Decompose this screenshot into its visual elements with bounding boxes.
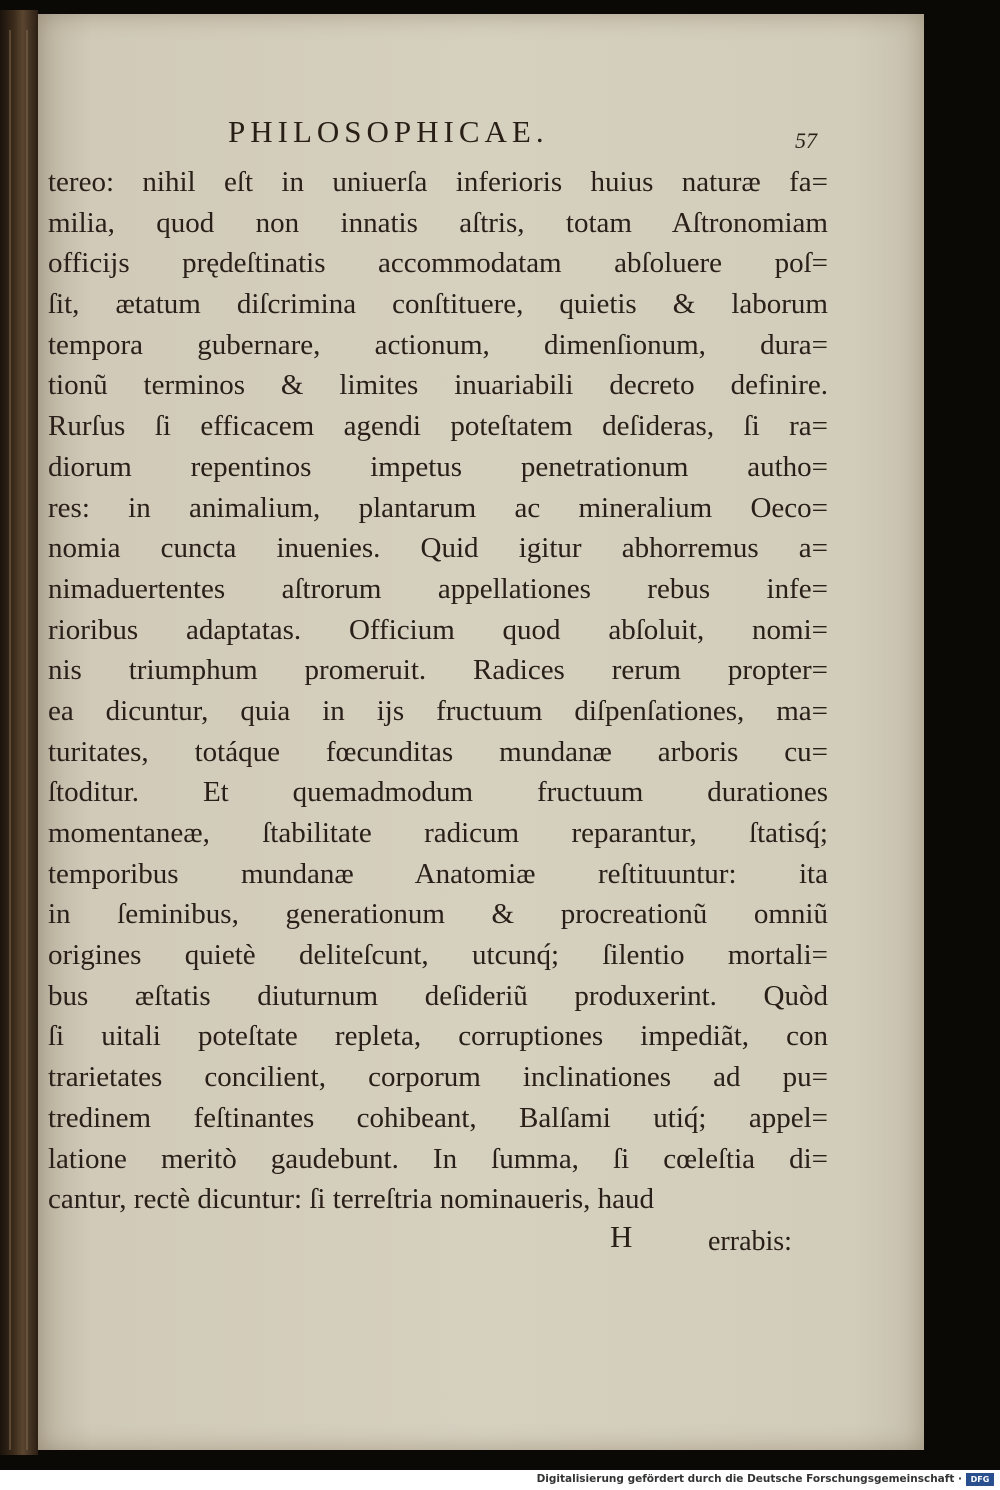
text-line: temporibus mundanæ Anatomiæ reſtituuntur: ita <box>48 857 828 890</box>
text-line: nimaduertentes aſtrorum appellationes rebus infe= <box>48 572 828 605</box>
text-line: milia, quod non innatis aſtris, totam Aſtronomiam <box>48 206 828 239</box>
text-line: tionũ terminos & limites inuariabili decreto definire. <box>48 369 828 402</box>
book-spine-edge <box>0 10 38 1455</box>
footer-bar <box>0 1470 1000 1490</box>
text-line: ſtoditur. Et quemadmodum fructuum durationes <box>48 776 828 809</box>
text-line: bus æſtatis diuturnum deſideriũ produxerint. Quòd <box>48 979 828 1012</box>
dfg-logo-icon: DFG <box>966 1473 994 1486</box>
catchword: errabis: <box>708 1226 792 1257</box>
text-line: ſit, ætatum diſcrimina conſtituere, quietis & laborum <box>48 288 828 321</box>
text-line: in ſeminibus, generationum & procreationũ omniũ <box>48 898 828 931</box>
text-line: nomia cuncta inuenies. Quid igitur abhorremus a= <box>48 532 828 565</box>
spine-edge-line <box>9 30 11 1450</box>
text-line: ea dicuntur, quia in ijs fructuum diſpenſationes, ma= <box>48 694 828 727</box>
text-line: tereo: nihil eſt in uniuerſa inferioris huius naturæ fa= <box>48 166 828 198</box>
signature-mark: H <box>610 1219 633 1254</box>
text-line: trarietates concilient, corporum inclinationes ad pu= <box>48 1061 828 1094</box>
text-line: momentaneæ, ſtabilitate radicum reparantur, ſtatisq́; <box>48 817 828 849</box>
page-number: 57 <box>795 128 817 153</box>
book-page <box>38 14 924 1450</box>
spine-edge-line <box>26 30 28 1450</box>
text-line: latione meritò gaudebunt. In ſumma, ſi cœleſtia di= <box>48 1142 828 1175</box>
text-line: nis triumphum promeruit. Radices rerum propter= <box>48 654 828 687</box>
text-line: rioribus adaptatas. Officium quod abſoluit, nomi= <box>48 613 828 646</box>
text-line: res: in animalium, plantarum ac mineralium Oeco= <box>48 491 828 524</box>
text-line: officijs prędeſtinatis accommodatam abſoluere poſ= <box>48 247 828 280</box>
body-text <box>48 162 828 1220</box>
running-head: PHILOSOPHICAE. <box>228 114 549 149</box>
text-line: Rurſus ſi efficacem agendi poteſtatem deſideras, ſi ra= <box>48 410 828 443</box>
funding-credit: Digitalisierung gefördert durch die Deutsche Forschungsgemeinschaft · <box>536 1473 962 1485</box>
text-line: diorum repentinos impetus penetrationum autho= <box>48 450 828 483</box>
text-line: tredinem feſtinantes cohibeant, Balſami utiq́; appel= <box>48 1101 828 1134</box>
text-line: turitates, totáque fœcunditas mundanæ arboris cu= <box>48 735 828 768</box>
text-line: cantur, rectè dicuntur: ſi terreſtria nominaueris, haud <box>48 1183 654 1216</box>
text-line: origines quietè deliteſcunt, utcunq́; ſilentio mortali= <box>48 939 828 972</box>
text-line: tempora gubernare, actionum, dimenſionum, dura= <box>48 328 828 361</box>
text-line: ſi uitali poteſtate repleta, corruptiones impediãt, con <box>48 1020 828 1053</box>
